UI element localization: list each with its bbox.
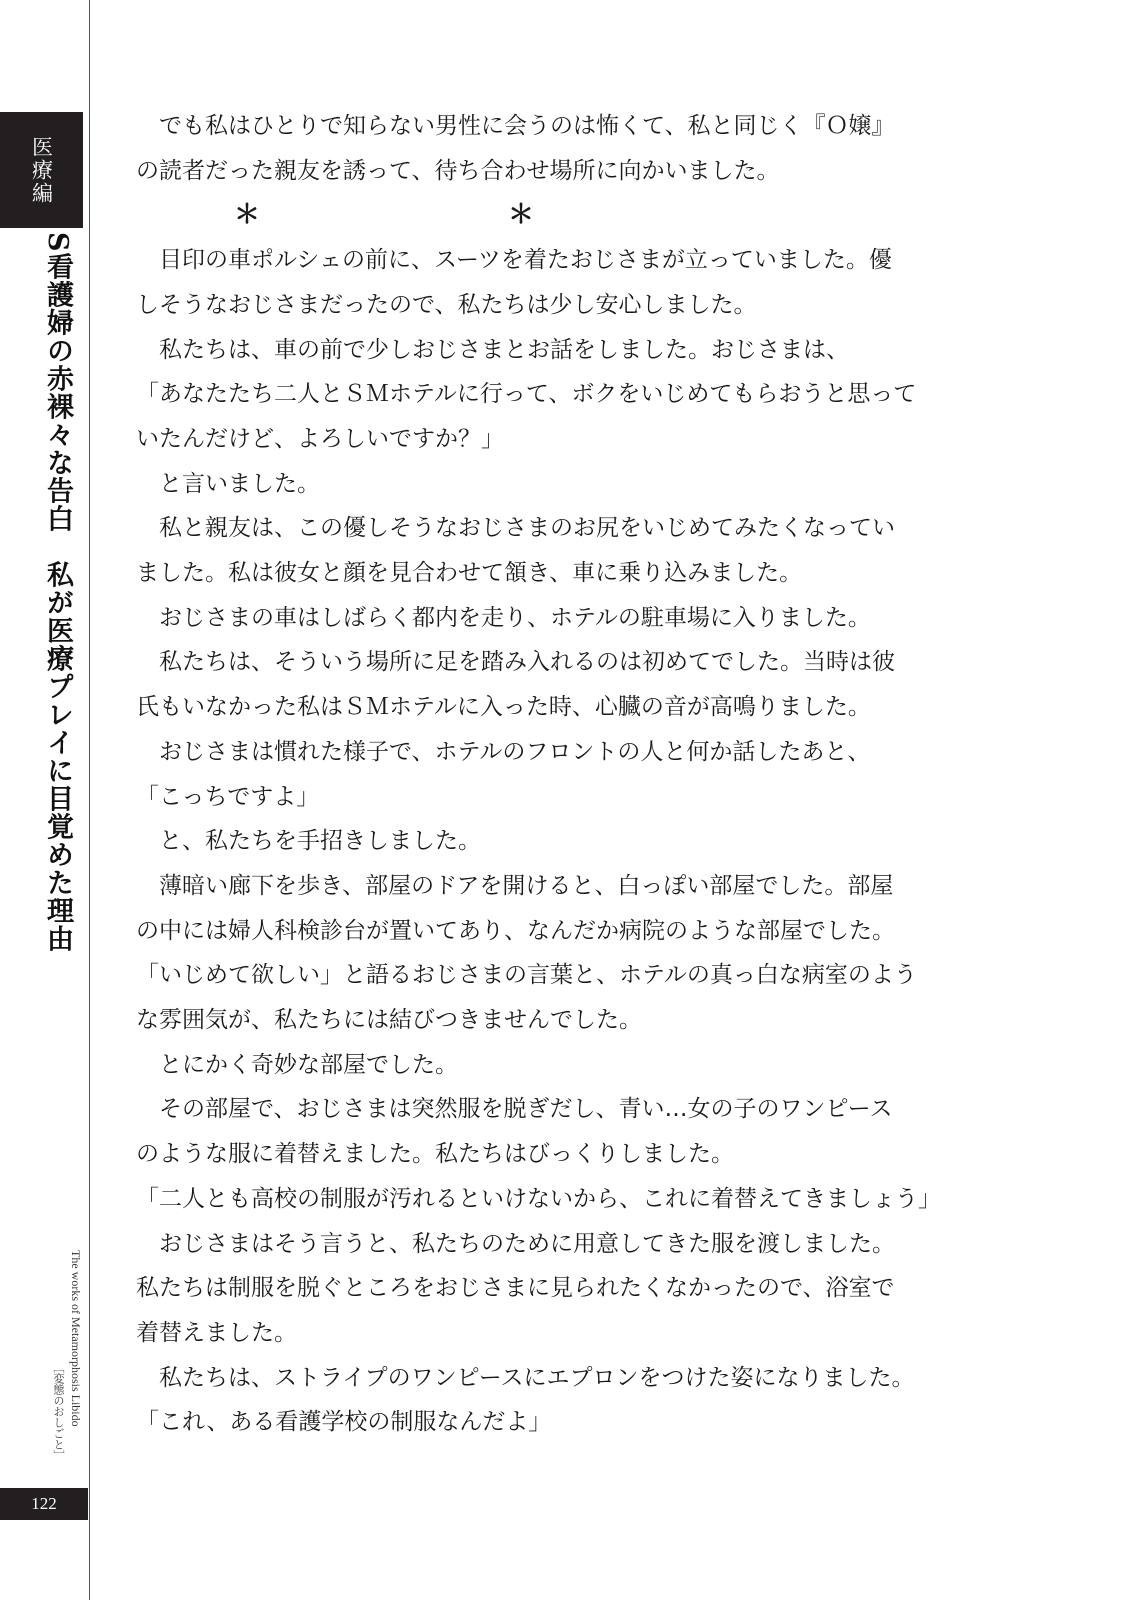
text-line: と、私たちを手招きしました。 xyxy=(136,828,481,855)
text-line: おじさまの車はしばらく都内を走り、ホテルの駐車場に入りました。 xyxy=(136,604,871,631)
text-line: の読者だった親友を誘って、待ち合わせ場所に向かいました。 xyxy=(136,157,780,184)
section-tab xyxy=(0,112,83,228)
text-line: その部屋で、おじさまは突然服を脱ぎだし、青い…女の子のワンピース xyxy=(136,1096,893,1123)
text-line: おじさまはそう言うと、私たちのために用意してきた服を渡しました。 xyxy=(136,1230,895,1257)
text-line: 着替えました。 xyxy=(136,1319,297,1346)
separator-asterisk: ＊ xyxy=(508,200,535,231)
separator-asterisk: ＊ xyxy=(234,200,261,231)
page-number: 122 xyxy=(0,1488,88,1520)
margin-rule xyxy=(89,0,90,1600)
text-line: 「二人とも高校の制服が汚れるといけないから、これに着替えてきましょう」 xyxy=(136,1185,941,1212)
text-line: 私と親友は、この優しそうなおじさまのお尻をいじめてみたくなってい xyxy=(136,515,895,542)
section-tab-label: 医療編 xyxy=(29,135,54,205)
series-title-jp: ［変態のおしごと］ xyxy=(52,1362,65,1461)
text-line: と言いました。 xyxy=(136,470,320,497)
text-line: でも私はひとりで知らない男性に会うのは怖くて、私と同じく『Ｏ嬢』 xyxy=(136,113,895,139)
chapter-title: S看護婦の赤裸々な告白 私が医療プレイに目覚めた理由 xyxy=(42,232,73,953)
text-line: 「こっちですよ」 xyxy=(136,783,320,810)
text-line: の中には婦人科検診台が置いてあり、なんだか病院のような部屋でした。 xyxy=(136,917,895,944)
text-line: ました。私は彼女と顔を見合わせて頷き、車に乗り込みました。 xyxy=(136,560,803,587)
text-line: しそうなおじさまだったので、私たちは少し安心しました。 xyxy=(136,291,757,318)
text-line: 「あなたたち二人とＳＭホテルに行って、ボクをいじめてもらおうと思って xyxy=(136,381,917,408)
body-text xyxy=(136,104,996,1445)
text-line: いたんだけど、よろしいですか？」 xyxy=(136,425,504,452)
text-line: おじさまは慣れた様子で、ホテルのフロントの人と何か話したあと、 xyxy=(136,738,871,765)
text-line: 目印の車ポルシェの前に、スーツを着たおじさまが立っていました。優 xyxy=(136,247,892,274)
text-line: 私たちは、ストライプのワンピースにエプロンをつけた姿になりました。 xyxy=(136,1364,915,1391)
text-line: 「これ、ある看護学校の制服なんだよ」 xyxy=(136,1409,552,1436)
scene-separator xyxy=(136,193,996,238)
series-title-en: The works of Metamorphosis Libido xyxy=(69,1250,83,1427)
text-line: 薄暗い廊下を歩き、部屋のドアを開けると、白っぽい部屋でした。部屋 xyxy=(136,872,894,899)
text-line: 私たちは、そういう場所に足を踏み入れるのは初めてでした。当時は彼 xyxy=(136,649,895,676)
text-line: な雰囲気が、私たちには結びつきませんでした。 xyxy=(136,1007,642,1034)
text-line: 私たちは、車の前で少しおじさまとお話をしました。おじさまは、 xyxy=(136,336,849,363)
text-line: 「いじめて欲しい」と語るおじさまの言葉と、ホテルの真っ白な病室のよう xyxy=(136,962,917,989)
text-line: 私たちは制服を脱ぐところをおじさまに見られたくなかったので、浴室で xyxy=(136,1275,895,1302)
text-line: 氏もいなかった私はＳＭホテルに入った時、心臓の音が高鳴りました。 xyxy=(136,694,871,721)
text-line: とにかく奇妙な部屋でした。 xyxy=(136,1051,458,1078)
text-line: のような服に着替えました。私たちはびっくりしました。 xyxy=(136,1141,734,1168)
